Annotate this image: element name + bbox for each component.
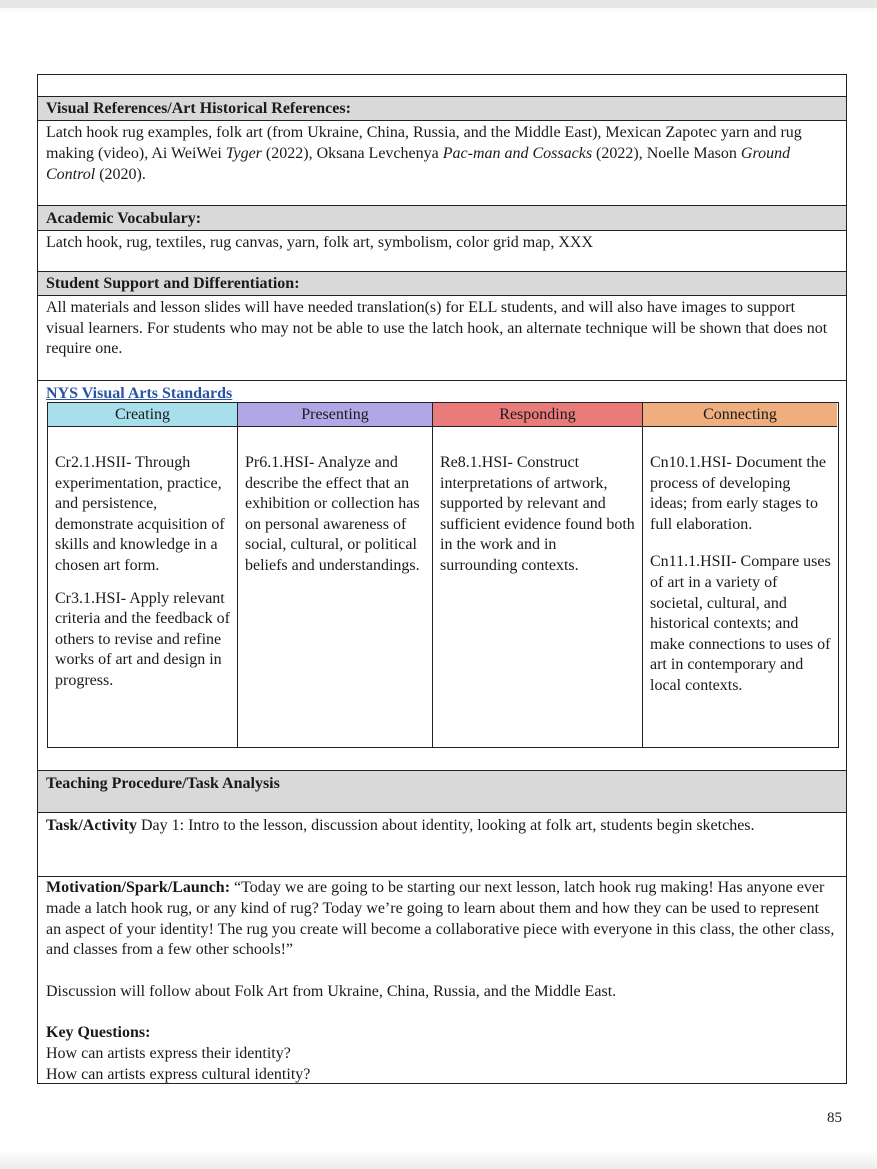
teaching-procedure-heading: Teaching Procedure/Task Analysis	[46, 775, 280, 792]
key-questions-label: Key Questions:	[46, 1024, 151, 1041]
row-divider	[38, 380, 846, 381]
standards-column-presenting	[238, 427, 433, 747]
student-support-header	[38, 272, 846, 295]
academic-vocabulary-header	[38, 206, 846, 230]
academic-vocabulary-heading: Academic Vocabulary:	[46, 210, 202, 227]
ground-control-title: Ground Control	[46, 145, 791, 183]
visual-references-text: Latch hook rug examples, folk art (from Ukraine, China, Russia, and the Middle East), Mexican Zapotec yarn and rug making (video), Ai WeiWei Tyger (2022), Oksana Levchenya Pac-man and Cossacks (2022), Noelle Mason Ground Control (2020).	[46, 124, 802, 183]
standards-header-responding: Responding	[433, 403, 643, 427]
motivation-text: Motivation/Spark/Launch: “Today we are going to be starting our next lesson, latch hook rug making! Has anyone ever made a latch hook rug, or any kind of rug? Today we’re going to learn about them and how they can be used to represent an aspect of your identity! The rug you create will become a collaborative piece with everyone in this class, the other class, and classes from a few other schools!”	[46, 879, 835, 959]
standards-header-presenting: Presenting	[238, 403, 433, 427]
pacman-title: Pac-man and Cossacks	[442, 145, 593, 162]
row-divider	[38, 230, 846, 231]
motivation-label: Motivation/Spark/Launch:	[46, 879, 231, 896]
student-support-text: All materials and lesson slides will have needed translation(s) for ELL students, and will also have images to support visual learners. For students who may not be able to use the latch hook, an alternate technique will be shown that does not require one.	[46, 299, 828, 358]
row-divider	[38, 120, 846, 121]
teaching-procedure-header	[38, 771, 846, 812]
standard-item: Cn11.1.HSII- Compare uses of art in a variety of societal, cultural, and historical contexts; and make connections to uses of art in contemporary and local contexts.	[650, 553, 831, 694]
standard-item: Cr3.1.HSI- Apply relevant criteria and the feedback of others to revise and refine works of art and design in progress.	[55, 589, 231, 689]
standard-item: Cn10.1.HSI- Document the process of developing ideas; from early stages to full elaboration.	[650, 454, 826, 533]
tyger-title: Tyger	[225, 145, 262, 162]
task-activity-text: Task/Activity Day 1: Intro to the lesson, discussion about identity, looking at folk art, students begin sketches.	[46, 817, 755, 834]
standards-header-connecting: Connecting	[643, 403, 837, 427]
student-support-heading: Student Support and Differentiation:	[46, 275, 300, 292]
standards-column-creating	[48, 427, 238, 747]
row-divider	[38, 876, 846, 877]
standards-table	[47, 402, 839, 748]
lesson-plan-table	[37, 74, 847, 1084]
row-divider	[38, 812, 846, 813]
page-number: 85	[827, 1110, 842, 1126]
visual-references-header	[38, 97, 846, 120]
visual-references-heading: Visual References/Art Historical References:	[46, 100, 351, 117]
standards-header-creating: Creating	[48, 403, 238, 427]
academic-vocabulary-text: Latch hook, rug, textiles, rug canvas, yarn, folk art, symbolism, color grid map, XXX	[46, 234, 593, 251]
row-divider	[38, 295, 846, 296]
key-question-item: How can artists express cultural identity?	[46, 1066, 311, 1083]
key-question-item: How can artists express their identity?	[46, 1045, 291, 1062]
standard-item: Re8.1.HSI- Construct interpretations of artwork, supported by relevant and sufficient evidence found both in the work and in surrounding contexts.	[440, 454, 635, 574]
standard-item: Cr2.1.HSII- Through experimentation, practice, and persistence, demonstrate acquisition of skills and knowledge in a chosen art form.	[55, 454, 225, 574]
standards-column-connecting	[643, 427, 837, 747]
task-activity-label: Task/Activity	[46, 817, 137, 834]
standards-column-responding	[433, 427, 643, 747]
nys-standards-link[interactable]: NYS Visual Arts Standards	[46, 385, 233, 402]
page-top-edge	[0, 0, 877, 8]
standard-item: Pr6.1.HSI- Analyze and describe the effect that an exhibition or collection has on personal awareness of social, cultural, or political beliefs and understandings.	[245, 454, 420, 574]
discussion-text: Discussion will follow about Folk Art from Ukraine, China, Russia, and the Middle East.	[46, 983, 617, 1000]
